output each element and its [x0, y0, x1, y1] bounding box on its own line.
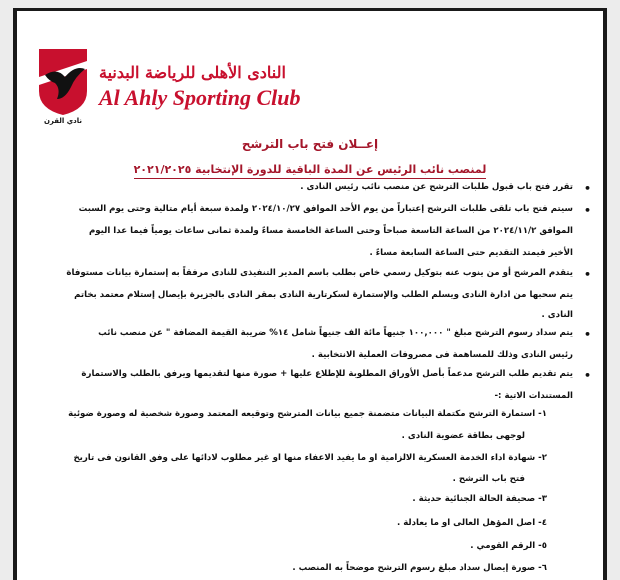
document-page — [13, 8, 607, 580]
logo-caption: نادي القرن — [43, 117, 83, 125]
text-line: رئيس النادى وذلك للمساهمة فى مصروفات العملية الانتخابية . — [311, 350, 573, 360]
text-line: الأخير فيمتد التقديم حتى الساعة السابعة مساءً . — [369, 248, 573, 258]
text-line: الموافق ٢٠٢٤/١١/٢ من الساعة التاسعة صباحاً وحتى الساعة الخامسة مساءً ولمدة ثمانى ساعات يومياً فيما عدا اليوم — [88, 226, 573, 236]
bullet-line: • سيتم فتح باب تلقى طلبات الترشح إعتباراً من يوم الأحد الموافق ٢٠٢٤/١٠/٢٧ ولمدة سبعة أيام متالية وحتى يوم السبت — [29, 204, 573, 214]
text-line: يتم سحبها من ادارة النادى ويسلم الطلب والإستمارة لسكرتارية النادى بمقر النادى بالجزيرة بإيصال إستلام معتمد بخاتم — [74, 290, 573, 300]
text-line: النادى . — [541, 310, 573, 320]
list-item: ١- استمارة الترشح مكتملة البيانات متضمنة جميع بيانات المترشح وتوقيعه المعتمد وصورة شخصية له وصورة ضوئية — [68, 409, 547, 419]
bullet-line: • يتم تقديم طلب الترشح مدعماً بأصل الأوراق المطلوبة للإطلاع عليها + صورة منها لتقديمها ويرفق بالطلب والاستمارة — [29, 369, 573, 379]
bullet-line: • تقرر فتح باب قبول طلبات الترشح عن منصب نائب رئيس النادى . — [29, 182, 573, 192]
bullet-line: • يتم سداد رسوم الترشح مبلغ " ١٠٠,٠٠٠ جنيهاً مائة الف جنيهاً شامل ١٤% ضريبة القيمة المضافة " عن منصب نائب — [29, 328, 573, 338]
subtitle-text: لمنصب نائب الرئيس عن المدة الباقية للدورة الإنتخابية ٢٠٢١/٢٠٢٥ — [134, 163, 487, 179]
bullet-line: • يتقدم المرشح أو من ينوب عنه بتوكيل رسمي خاص بطلب باسم المدير التنفيذى للنادى مرفقاً به إستمارة بيانات مستوفاة — [29, 268, 573, 278]
text-line: لوجهى بطاقة عضوية النادى . — [401, 431, 525, 441]
list-item: ٣- صحيفة الحالة الجنائية حديثة . — [412, 494, 547, 504]
text-line: فتح باب الترشح . — [452, 474, 525, 484]
announcement-subtitle — [27, 158, 593, 177]
list-item: ٥- الرقم القومي . — [470, 541, 547, 551]
list-item: ٦- صورة إيصال سداد مبلغ رسوم الترشح موضحاً به المنصب . — [292, 563, 547, 573]
list-item: ٤- اصل المؤهل العالى او ما يعادلة . — [396, 518, 547, 528]
announcement-title: إعــلان فتح باب الترشح — [241, 137, 379, 151]
club-name-arabic: النادى الأهلى للرياضة البدنية — [99, 63, 286, 82]
text-line: المستندات الاتية :- — [494, 391, 573, 401]
al-ahly-logo — [35, 47, 91, 125]
list-item: ٢- شهادة اداء الخدمة العسكرية الالزامية او ما يفيد الاعفاء منها او غير مطلوب لادائها على وفق القانون فى تاريخ — [73, 453, 547, 463]
club-name-english: Al Ahly Sporting Club — [99, 85, 301, 110]
